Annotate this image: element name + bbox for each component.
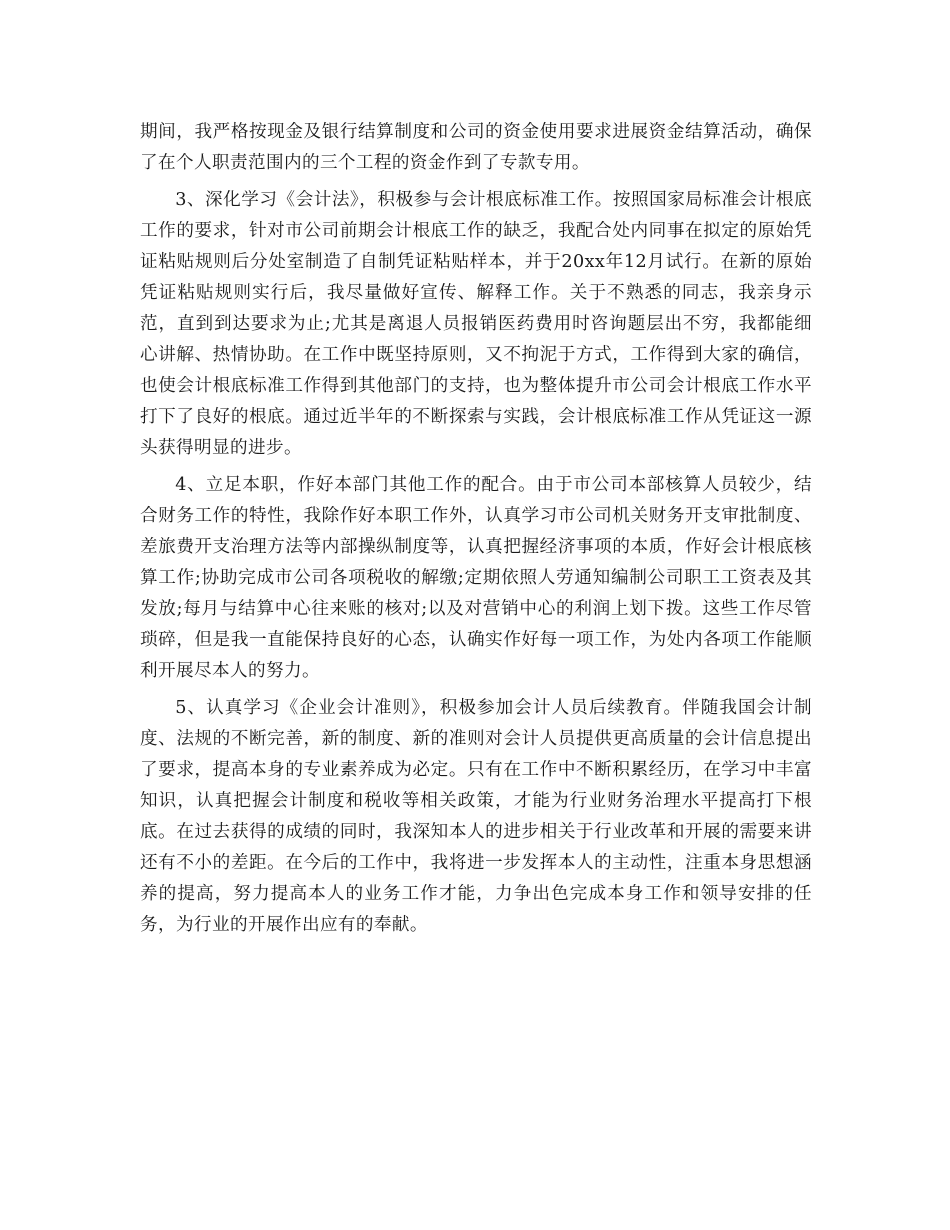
document-body	[140, 117, 812, 947]
paragraph-continuation: 期间，我严格按现金及银行结算制度和公司的资金使用要求进展资金结算活动，确保了在个人职责范围内的三个工程的资金作到了专款专用。	[140, 122, 812, 173]
paragraph-item-4: 4、立足本职，作好本部门其他工作的配合。由于市公司本部核算人员较少，结合财务工作的特性，我除作好本职工作外，认真学习市公司机关财务开支审批制度、差旅费开支治理方法等内部操纵制度等，认真把握经济事项的本质，作好会计根底核算工作;协助完成市公司各项税收的解缴;定期依照人劳通知编制公司职工工资表及其发放;每月与结算中心往来账的核对;以及对营销中心的利润上划下拨。这些工作尽管琐碎，但是我一直能保持良好的心态，认确实作好每一项工作，为处内各项工作能顺利开展尽本人的努力。	[140, 475, 812, 681]
paragraph-item-5: 5、认真学习《企业会计准则》，积极参加会计人员后续教育。伴随我国会计制度、法规的不断完善，新的制度、新的准则对会计人员提供更高质量的会计信息提出了要求，提高本身的专业素养成为必定。只有在工作中不断积累经历，在学习中丰富知识，认真把握会计制度和税收等相关政策，才能为行业财务治理水平提高打下根底。在过去获得的成绩的同时，我深知本人的进步相关于行业改革和开展的需要来讲还有不小的差距。在今后的工作中，我将进一步发挥本人的主动性，注重本身思想涵养的提高，努力提高本人的业务工作才能，力争出色完成本身工作和领导安排的任务，为行业的开展作出应有的奉献。	[140, 698, 812, 935]
paragraph-item-3: 3、深化学习《会计法》，积极参与会计根底标准工作。按照国家局标准会计根底工作的要求，针对市公司前期会计根底工作的缺乏，我配合处内同事在拟定的原始凭证粘贴规则后分处室制造了自制凭证粘贴样本，并于20xx年12月试行。在新的原始凭证粘贴规则实行后，我尽量做好宣传、解释工作。关于不熟悉的同志，我亲身示范，直到到达要求为止;尤其是离退人员报销医药费用时咨询题层出不穷，我都能细心讲解、热情协助。在工作中既坚持原则，又不拘泥于方式，工作得到大家的确信，也使会计根底标准工作得到其他部门的支持，也为整体提升市公司会计根底工作水平打下了良好的根底。通过近半年的不断探索与实践，会计根底标准工作从凭证这一源头获得明显的进步。	[140, 190, 812, 458]
